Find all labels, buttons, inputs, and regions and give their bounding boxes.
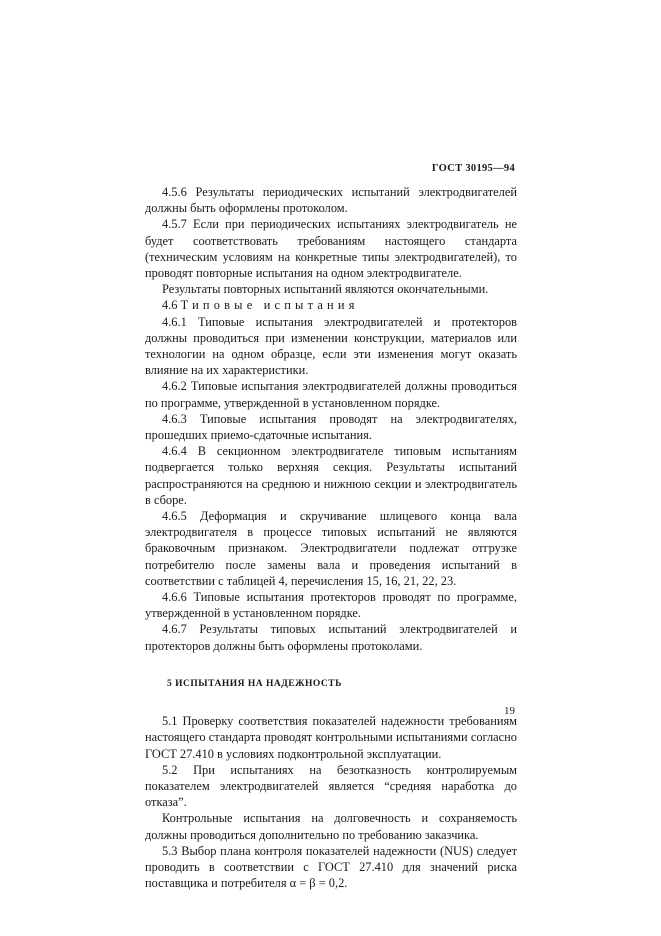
paragraph-4-5-7: 4.5.7 Если при периодических испытаниях электродвигатель не будет соответствовать требованиям настоящего стандарта (техническим условиям на конкретные типы электродвигателей), то проводят повторные испытания на одном электродвигателе. — [145, 217, 517, 281]
paragraph-4-6-5: 4.6.5 Деформация и скручивание шлицевого конца вала электродвигателя в процессе типовых испытаний не являются браковочным признаком. Электродвигатели подлежат отгрузке потребителю после замены вала и проведения испытаний в соответствии с таблицей 4, перечисления 15, 16, 21, 22, 23. — [145, 509, 517, 588]
paragraph-5-2: 5.2 При испытаниях на безотказность контролируемым показателем электродвигателей является “средняя наработка до отказа”. — [145, 762, 517, 810]
paragraph-4-6-4: 4.6.4 В секционном электродвигателе типовым испытаниям подвергается только верхняя секция. Результаты испытаний распространяются на среднюю и нижнюю секции и электродвигатель в сборе. — [145, 444, 517, 507]
paragraph-5-1: 5.1 Проверку соответствия показателей надежности требованиям настоящего стандарта проводят контрольными испытаниями согласно ГОСТ 27.410 в условиях подконтрольной эксплуатации. — [145, 714, 517, 761]
paragraph-repeat-results: Результаты повторных испытаний являются окончательными. — [162, 282, 489, 297]
section-5-title: 5 ИСПЫТАНИЯ НА НАДЕЖНОСТЬ — [167, 678, 342, 689]
subsection-4-6-title: Типовые испытания — [180, 298, 359, 313]
standard-header: ГОСТ 30195—94 — [431, 163, 515, 174]
paragraph-4-6-6: 4.6.6 Типовые испытания протекторов проводят по программе, утвержденной в установленном порядке. — [145, 590, 517, 621]
paragraph-4-6-1: 4.6.1 Типовые испытания электродвигателей и протекторов должны проводиться при изменении конструкции, материалов или технологии на одном образце, если эти изменения могут оказать влияние на их характеристики. — [145, 314, 517, 378]
paragraph-4-6-7: 4.6.7 Результаты типовых испытаний электродвигателей и протекторов должны быть оформлены протоколами. — [145, 622, 517, 653]
paragraph-4-6-3: 4.6.3 Типовые испытания проводят на электродвигателях, прошедших приемо-сдаточные испытания. — [145, 411, 517, 443]
subsection-4-6-number: 4.6 — [162, 298, 178, 313]
paragraph-4-5-6: 4.5.6 Результаты периодических испытаний электродвигателей должны быть оформлены протоколом. — [145, 185, 517, 216]
paragraph-5-3: 5.3 Выбор плана контроля показателей надежности (NUS) следует проводить в соответствии с ГОСТ 27.410 для значений риска поставщика и потребителя α = β = 0,2. — [145, 843, 517, 891]
page-number: 19 — [504, 705, 515, 717]
subsection-4-6-heading — [145, 297, 517, 313]
document-body — [145, 184, 517, 891]
paragraph-control-tests: Контрольные испытания на долговечность и сохраняемость должны проводиться дополнительно по требованию заказчика. — [145, 811, 517, 842]
paragraph-4-6-2: 4.6.2 Типовые испытания электродвигателей должны проводиться по программе, утвержденной в установленном порядке. — [145, 379, 517, 410]
